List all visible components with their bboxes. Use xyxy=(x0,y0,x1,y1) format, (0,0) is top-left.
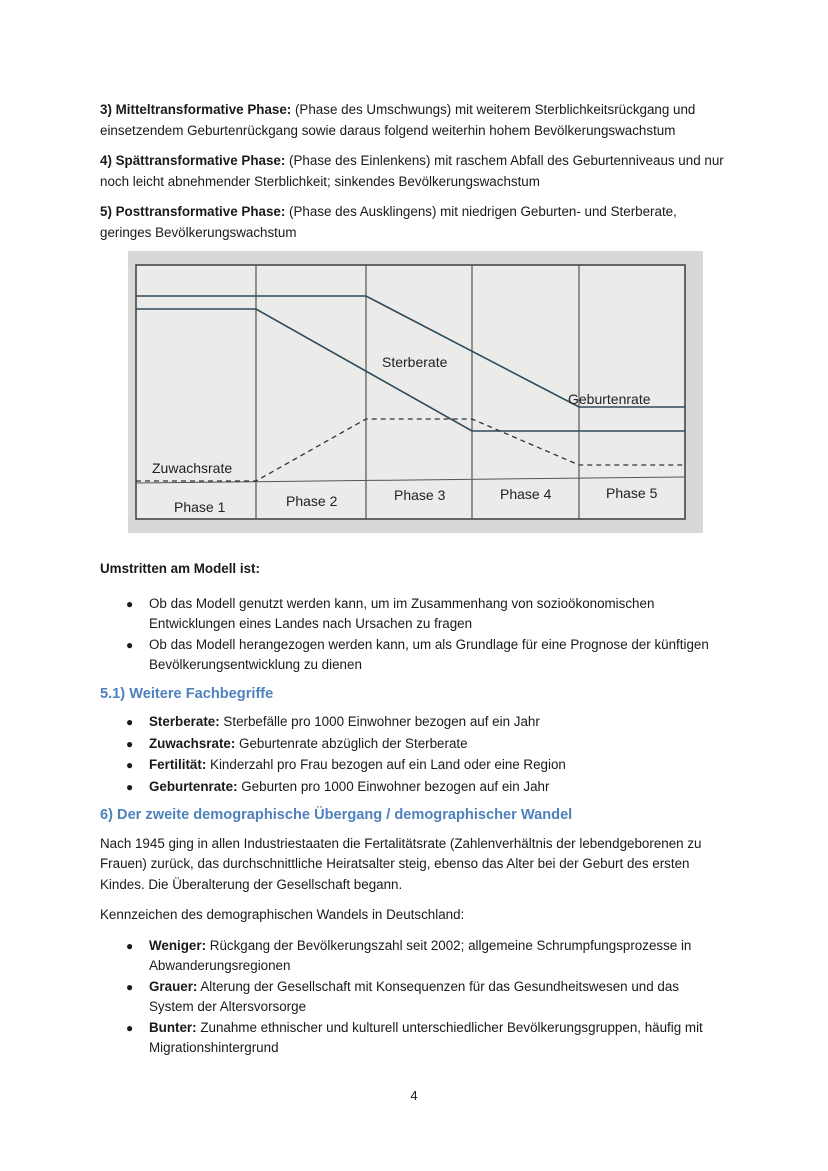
term-definition: Geburtenrate abzüglich der Sterberate xyxy=(235,735,468,751)
page-number: 4 xyxy=(410,1088,418,1103)
phase-5-label: 5) Posttransformative Phase: xyxy=(100,204,286,219)
section-6-heading: 6) Der zweite demographische Übergang / demographischer Wandel xyxy=(100,807,573,823)
sterberate-label: Sterberate xyxy=(382,354,448,370)
list-item xyxy=(100,594,725,635)
phase-3-text: (Phase des Umschwungs) mit weiterem Sterblichkeitsrückgang und einsetzendem Geburtenrückgang sowie daraus folgend weiterhin hohem Bevölkerungswachstum xyxy=(100,102,696,138)
list-item xyxy=(100,936,725,977)
section-6-paragraph: Nach 1945 ging in allen Industriestaaten die Fertalitätsrate (Zahlenverhältnis der lebendgeborenen zu Frauen) zurück, das durchschnittliche Heiratsalter steig, ebenso das Alter bei der Geburt des ersten Kindes. Die Überalterung der Gesellschaft begann. xyxy=(100,835,702,892)
phase-3-paragraph xyxy=(100,100,725,141)
bullet-icon: ● xyxy=(126,758,134,772)
term-label: Geburtenrate: xyxy=(149,778,238,794)
list-item xyxy=(100,977,725,1018)
term-label: Fertilität: xyxy=(149,757,207,772)
list-item xyxy=(100,755,725,776)
term-label: Sterberate: xyxy=(149,714,220,729)
list-item xyxy=(100,712,725,733)
feature-text: Zunahme ethnischer und kulturell unterschiedlicher Bevölkerungsgruppen, häufig mit Migrationshintergrund xyxy=(149,1019,703,1055)
bullet-icon: ● xyxy=(126,938,134,953)
geburtenrate-label: Geburtenrate xyxy=(568,391,651,407)
list-item xyxy=(100,734,725,755)
phase-5-label: Phase 5 xyxy=(606,485,658,501)
phase-3-label: 3) Mitteltransformative Phase: xyxy=(100,102,292,117)
bullet-icon: ● xyxy=(126,979,134,994)
bullet-icon: ● xyxy=(126,736,134,751)
list-item xyxy=(100,777,725,798)
phase-4-paragraph xyxy=(100,151,725,192)
demographic-transition-diagram xyxy=(128,251,703,533)
feature-label: Weniger: xyxy=(149,937,207,953)
contested-title: Umstritten am Modell ist: xyxy=(100,561,260,576)
feature-text: Rückgang der Bevölkerungszahl seit 2002; allgemeine Schrumpfungsprozesse in Abwanderungsregionen xyxy=(149,937,692,973)
contested-item-text: Ob das Modell herangezogen werden kann, um als Grundlage für eine Prognose der künftigen Bevölkerungsentwicklung zu dienen xyxy=(149,636,709,672)
section-6-intro: Kennzeichen des demographischen Wandels in Deutschland: xyxy=(100,907,465,922)
list-item xyxy=(100,1018,725,1059)
phase-3-label: Phase 3 xyxy=(394,487,446,503)
terms-list xyxy=(100,712,725,797)
term-label: Zuwachsrate: xyxy=(149,735,236,751)
list-item xyxy=(100,635,725,676)
term-definition: Kinderzahl pro Frau bezogen auf ein Land oder eine Region xyxy=(206,757,566,772)
phase-5-text: (Phase des Ausklingens) mit niedrigen Geburten- und Sterberate, geringes Bevölkerungswachstum xyxy=(100,204,677,240)
phase-4-label: Phase 4 xyxy=(500,486,552,502)
bullet-icon: ● xyxy=(126,637,134,652)
phase-4-label: 4) Spättransformative Phase: xyxy=(100,153,286,168)
bullet-icon: ● xyxy=(126,596,134,611)
section-5-1-heading: 5.1) Weitere Fachbegriffe xyxy=(100,685,274,702)
bullet-icon: ● xyxy=(126,1020,134,1035)
feature-label: Bunter: xyxy=(149,1019,197,1035)
phase-2-label: Phase 2 xyxy=(286,493,338,509)
phase-5-paragraph xyxy=(100,202,725,243)
document-page xyxy=(100,100,725,1067)
term-definition: Sterbefälle pro 1000 Einwohner bezogen auf ein Jahr xyxy=(219,714,540,729)
phase-4-text: (Phase des Einlenkens) mit raschem Abfall des Geburtenniveaus und nur noch leicht abnehmender Sterblichkeit; sinkendes Bevölkerungswachstum xyxy=(100,153,724,189)
feature-text: Alterung der Gesellschaft mit Konsequenzen für das Gesundheitswesen und das System der Altersvorsorge xyxy=(149,978,679,1014)
phase-1-label: Phase 1 xyxy=(174,499,226,515)
feature-label: Grauer: xyxy=(149,978,198,994)
contested-item-text: Ob das Modell genutzt werden kann, um im Zusammenhang von sozioökonomischen Entwicklungen eines Landes nach Ursachen zu fragen xyxy=(149,595,655,631)
features-list xyxy=(100,936,725,1059)
term-definition: Geburten pro 1000 Einwohner bezogen auf ein Jahr xyxy=(237,778,550,794)
zuwachsrate-label: Zuwachsrate xyxy=(152,460,233,476)
contested-list xyxy=(100,594,725,676)
diagram-svg xyxy=(128,251,703,533)
bullet-icon: ● xyxy=(126,779,134,794)
bullet-icon: ● xyxy=(126,715,134,729)
